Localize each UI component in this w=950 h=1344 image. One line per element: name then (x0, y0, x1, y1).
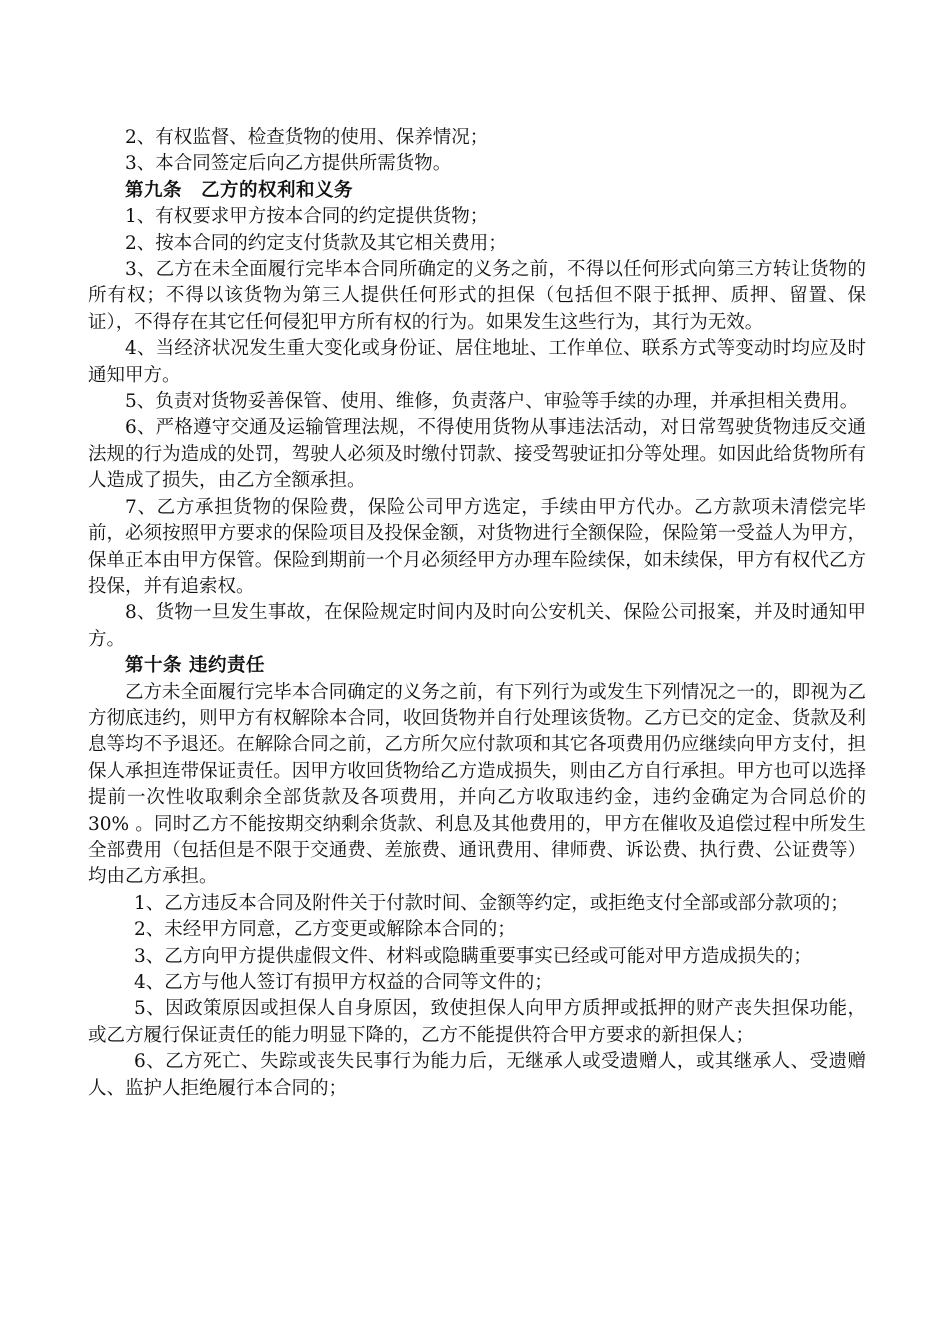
article-10-heading: 第十条 违约责任 (125, 655, 265, 677)
paragraph-art8-item3: 3、本合同签定后向乙方提供所需货物。 (125, 153, 452, 175)
paragraph-art10-item5: 5、因政策原因或担保人自身原因，致使担保人向甲方质押或抵押的财产丧失担保功能，或乙方履行保证责任的能力明显下降的，乙方不能提供符合甲方要求的新担保人； (88, 998, 866, 1046)
paragraph-art9-item5: 5、负责对货物妥善保管、使用、维修，负责落户、审验等手续的办理，并承担相关费用。 (125, 391, 859, 413)
article-9-heading: 第九条 乙方的权利和义务 (125, 179, 354, 201)
paragraph-art10-intro: 乙方未全面履行完毕本合同确定的义务之前，有下列行为或发生下列情况之一的，即视为乙方彻底违约，则甲方有权解除本合同，收回货物并自行处理该货物。乙方已交的定金、货款及利息等均不予退还。在解除合同之前，乙方所欠应付款项和其它各项费用仍应继续向甲方支付，担保人承担连带保证责任。因甲方收回货物给乙方造成损失，则由乙方自行承担。甲方也可以选择提前一次性收取剩余全部货款及各项费用，并向乙方收取违约金，违约金确定为合同总价的30% 。同时乙方不能按期交纳剩余货款、利息及其他费用的，甲方在催收及追偿过程中所发生全部费用（包括但是不限于交通费、差旅费、通讯费用、律师费、诉讼费、执行费、公证费等）均由乙方承担。 (88, 681, 866, 888)
paragraph-art9-item6: 6、严格遵守交通及运输管理法规，不得使用货物从事违法活动，对日常驾驶货物违反交通法规的行为造成的处罚，驾驶人必须及时缴付罚款、接受驾驶证扣分等处理。如因此给货物所有人造成了损失，由乙方全额承担。 (88, 417, 866, 492)
paragraph-art9-item8: 8、货物一旦发生事故，在保险规定时间内及时向公安机关、保险公司报案，并及时通知甲方。 (88, 602, 866, 650)
paragraph-art9-item1: 1、有权要求甲方按本合同的约定提供货物； (125, 206, 489, 228)
paragraph-art10-item1: 1、乙方违反本合同及附件关于付款时间、金额等约定，或拒绝支付全部或部分款项的； (134, 892, 849, 914)
paragraph-art9-item7: 7、乙方承担货物的保险费，保险公司甲方选定，手续由甲方代办。乙方款项未清偿完毕前，必须按照甲方要求的保险项目及投保金额，对货物进行全额保险，保险第一受益人为甲方，保单正本由甲方保管。保险到期前一个月必须经甲方办理车险续保，如未续保，甲方有权代乙方投保，并有追索权。 (88, 496, 866, 597)
paragraph-art10-item2: 2、未经甲方同意，乙方变更或解除本合同的； (134, 919, 516, 941)
paragraph-art9-item4: 4、当经济状况发生重大变化或身份证、居住地址、工作单位、联系方式等变动时均应及时通知甲方。 (88, 338, 866, 386)
paragraph-art10-item4: 4、乙方与他人签订有损甲方权益的合同等文件的； (134, 972, 553, 993)
paragraph-art9-item3: 3、乙方在未全面履行完毕本合同所确定的义务之前，不得以任何形式向第三方转让货物的所有权；不得以该货物为第三人提供任何形式的担保（包括但不限于抵押、质押、留置、保证），不得存在其它任何侵犯甲方所有权的行为。如果发生这些行为，其行为无效。 (88, 259, 866, 333)
paragraph-art10-item6: 6、乙方死亡、失踪或丧失民事行为能力后，无继承人或受遗赠人，或其继承人、受遗赠人、监护人拒绝履行本合同的； (88, 1051, 866, 1099)
paragraph-art10-item3: 3、乙方向甲方提供虚假文件、材料或隐瞒重要事实已经或可能对甲方造成损失的； (134, 945, 812, 967)
document-body (88, 125, 866, 1102)
paragraph-art9-item2: 2、按本合同的约定支付货款及其它相关费用； (125, 232, 507, 254)
paragraph-art8-item2: 2、有权监督、检查货物的使用、保养情况； (125, 127, 489, 148)
